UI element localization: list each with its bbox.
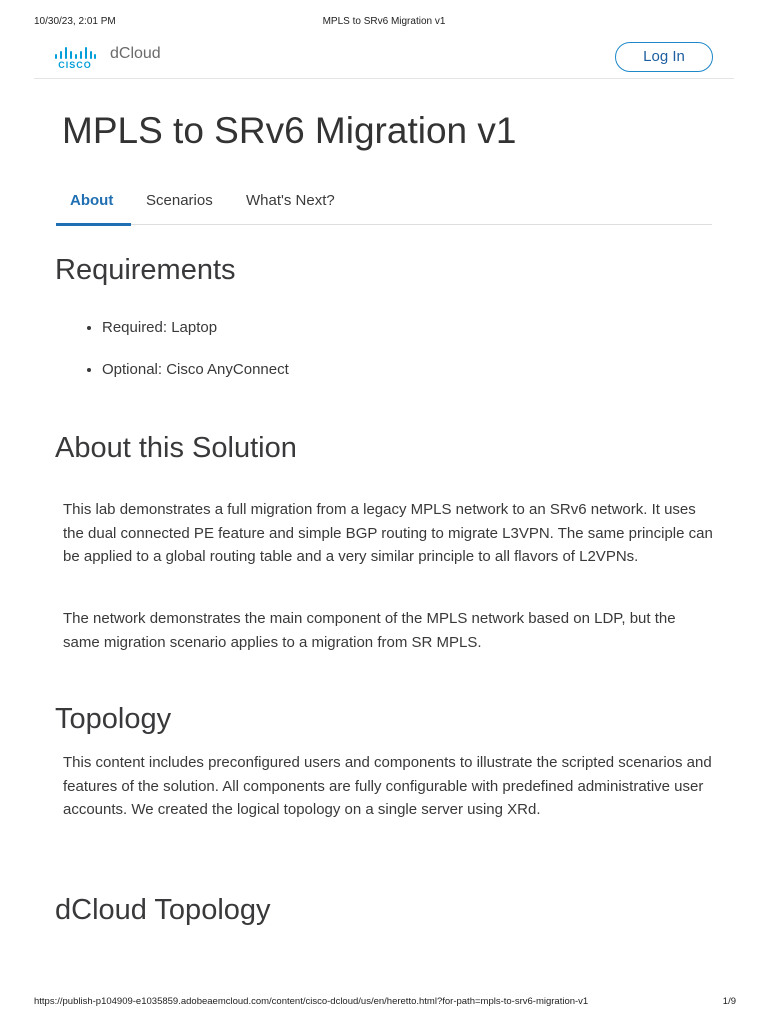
about-paragraph-1: This lab demonstrates a full migration from a legacy MPLS network to an SRv6 network. It uses the dual connected PE feature and simple BGP routing to migrate L3VPN. The same principle can be applied to a global routing table and a very similar principle to all flavors of L2VPNs. xyxy=(63,501,713,565)
print-footer xyxy=(0,996,768,1010)
list-item: • Required: Laptop xyxy=(102,318,289,337)
cisco-bars-icon xyxy=(54,46,96,59)
print-header xyxy=(0,16,768,30)
list-item: • Optional: Cisco AnyConnect xyxy=(102,360,289,379)
topology-paragraph: This content includes preconfigured users and components to illustrate the scripted scenarios and features of the solution. All components are fully configurable with predefined administrative user accounts. We created the logical topology on a single server using XRd. xyxy=(63,754,712,818)
print-datetime: 10/30/23, 2:01 PM xyxy=(34,16,116,27)
print-page-number: 1/9 xyxy=(722,996,736,1007)
requirements-heading: Requirements xyxy=(55,254,236,286)
topology-heading: Topology xyxy=(55,703,172,735)
page-title: MPLS to SRv6 Migration v1 xyxy=(62,110,517,151)
print-doc-title: MPLS to SRv6 Migration v1 xyxy=(322,16,446,27)
about-heading: About this Solution xyxy=(55,432,297,464)
about-paragraph-2: The network demonstrates the main component of the MPLS network based on LDP, but the same migration scenario applies to a migration from SR MPLS. xyxy=(63,610,676,651)
cisco-wordmark: CISCO xyxy=(58,60,92,70)
active-tab-indicator xyxy=(56,223,131,226)
tab-scenarios[interactable]: Scenarios xyxy=(146,192,213,209)
site-header xyxy=(34,36,734,79)
requirements-list xyxy=(84,318,289,402)
tab-about[interactable]: About xyxy=(70,192,114,209)
dcloud-topology-heading: dCloud Topology xyxy=(55,894,271,926)
cisco-logo[interactable] xyxy=(54,46,96,72)
login-button[interactable]: Log In xyxy=(615,42,713,72)
tab-bar xyxy=(56,180,712,225)
print-url: https://publish-p104909-e1035859.adobeaemcloud.com/content/cisco-dcloud/us/en/heretto.html?for-path=mpls-to-srv6-migration-v1 xyxy=(34,996,589,1007)
brand-name[interactable]: dCloud xyxy=(110,45,161,62)
tab-whats-next[interactable]: What's Next? xyxy=(246,192,335,209)
